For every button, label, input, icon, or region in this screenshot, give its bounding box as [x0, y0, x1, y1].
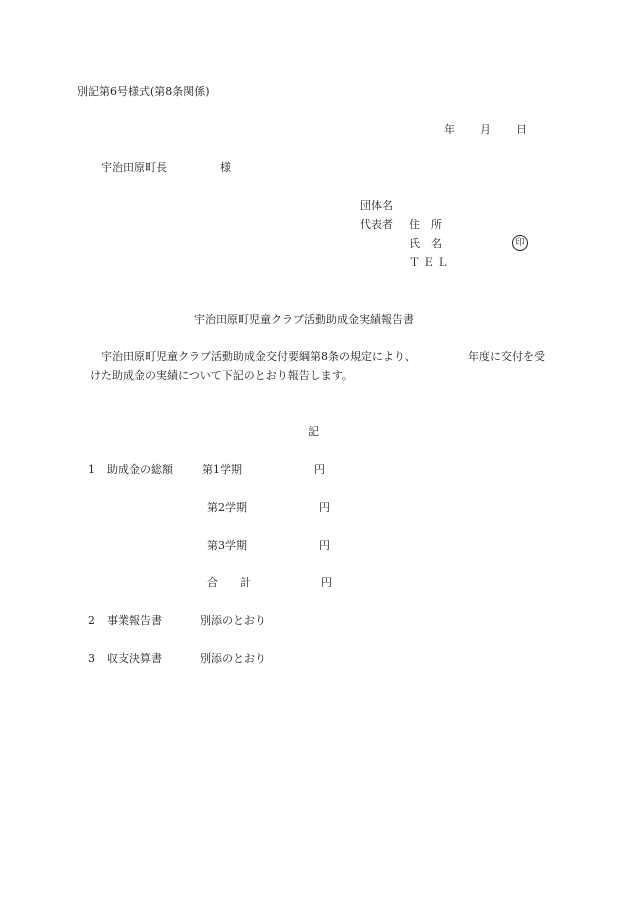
- item-1-number: 1: [88, 463, 95, 476]
- term-row-unit: 円: [314, 463, 325, 476]
- item-3-number: 3: [88, 652, 95, 665]
- item-2-label: 事業報告書: [107, 614, 162, 627]
- body-line1-b: 年度に交付を受: [468, 350, 545, 363]
- form-label: 別記第6号様式(第8条関係): [77, 85, 210, 98]
- date-year: 年: [444, 123, 455, 136]
- term-row-label: 第1学期: [202, 463, 242, 476]
- term-row-unit: 円: [319, 501, 330, 514]
- item-3-value: 別添のとおり: [200, 652, 266, 665]
- date-day: 日: [516, 123, 527, 136]
- document-title: 宇治田原町児童クラブ活動助成金実績報告書: [194, 313, 414, 326]
- ki-heading: 記: [308, 425, 319, 438]
- name-label: 氏 名: [409, 237, 442, 250]
- item-3-label: 収支決算書: [107, 652, 162, 665]
- total-row-label: 合 計: [207, 576, 251, 589]
- addressee-name: 宇治田原町長: [101, 161, 167, 174]
- address-label: 住 所: [409, 218, 442, 231]
- term-row-label: 第2学期: [207, 501, 247, 514]
- body-line1-a: 宇治田原町児童クラブ活動助成金交付要綱第8条の規定により、: [101, 350, 416, 363]
- item-2-value: 別添のとおり: [200, 614, 266, 627]
- item-2-number: 2: [88, 614, 95, 627]
- term-row-label: 第3学期: [207, 539, 247, 552]
- group-name-label: 団体名: [360, 199, 393, 212]
- item-1-label: 助成金の総額: [107, 463, 173, 476]
- addressee-honorific: 様: [220, 161, 231, 174]
- body-line2: けた助成金の実績について下記のとおり報告します。: [90, 369, 353, 382]
- tel-label: ＴＥＬ: [409, 256, 451, 269]
- total-row-unit: 円: [321, 576, 332, 589]
- date-month: 月: [480, 123, 491, 136]
- term-row-unit: 円: [319, 539, 330, 552]
- seal-mark: 印: [512, 235, 528, 251]
- representative-label: 代表者: [360, 218, 393, 231]
